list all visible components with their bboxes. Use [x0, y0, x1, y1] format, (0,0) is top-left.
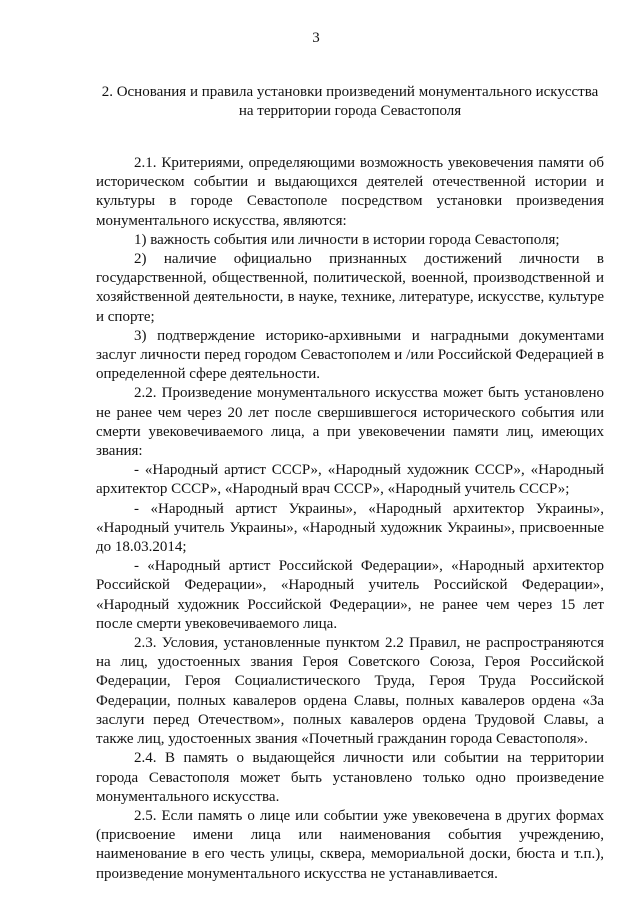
criterion-1: 1) важность события или личности в истории города Севастополя;: [134, 231, 560, 248]
title-list-russia: - «Народный артист Российской Федерации», «Народный архитектор Российской Федерации», «Народный учитель Российской Федерации», «Народный художник Российской Федерации», не ранее чем через 15 лет после смерти увековечиваемого лица.: [96, 558, 604, 632]
paragraph-2-4: 2.4. В память о выдающейся личности или событии на территории города Севастополя может быть установлено только одно произведение монументального искусства.: [96, 750, 604, 805]
paragraph-2-3: 2.3. Условия, установленные пунктом 2.2 Правил, не распространяются на лиц, удостоенных звания Героя Советского Союза, Героя Российской Федерации, Героя Социалистического Труда, Героя Труда Российской Федерации, полных кавалеров ордена Славы, полных кавалеров ордена «За заслуги перед Отечеством», полных кавалеров ордена Трудовой Славы, а также лиц, удостоенных звания «Почетный гражданин города Севастополя».: [96, 635, 604, 748]
paragraph-2-5: 2.5. Если память о лице или событии уже увековечена в других формах (присвоение имени лица или наименования события учреждению, наименование в его честь улицы, сквера, мемориальной доски, бюста и т.п.), произведение монументального искусства не устанавливается.: [96, 807, 604, 882]
paragraph-2-1: 2.1. Критериями, определяющими возможность увековечения памяти об историческом событии и выдающихся деятелей отечественной истории и культуры в городе Севастополе посредством установки произведения монументального искусства, являются:: [96, 155, 604, 229]
document-body: [96, 154, 604, 884]
title-list-ukraine: - «Народный артист Украины», «Народный архитектор Украины», «Народный учитель Украины», «Народный художник Украины», присвоенные до 18.03.2014;: [96, 500, 604, 556]
section-heading: 2. Основания и правила установки произведений монументального искусства на территории города Севастополя: [101, 84, 599, 119]
page-number: 3: [312, 30, 320, 46]
criterion-3: 3) подтверждение историко-архивными и наградными документами заслуг личности перед городом Севастополем и /или Российской Федерацией в определенной сфере деятельности.: [96, 327, 604, 383]
paragraph-2-2: 2.2. Произведение монументального искусства может быть установлено не ранее чем через 20 лет после свершившегося исторического события или смерти увековечиваемого лица, а при увековечении памяти лиц, имеющих звания:: [96, 385, 604, 460]
criterion-2: 2) наличие официально признанных достижений личности в государственной, общественной, политической, военной, производственной и хозяйственной деятельности, в науке, технике, литературе, искусстве, культуре и спорте;: [96, 251, 604, 325]
title-list-ussr: - «Народный артист СССР», «Народный художник СССР», «Народный архитектор СССР», «Народный врач СССР», «Народный учитель СССР»;: [96, 462, 604, 498]
